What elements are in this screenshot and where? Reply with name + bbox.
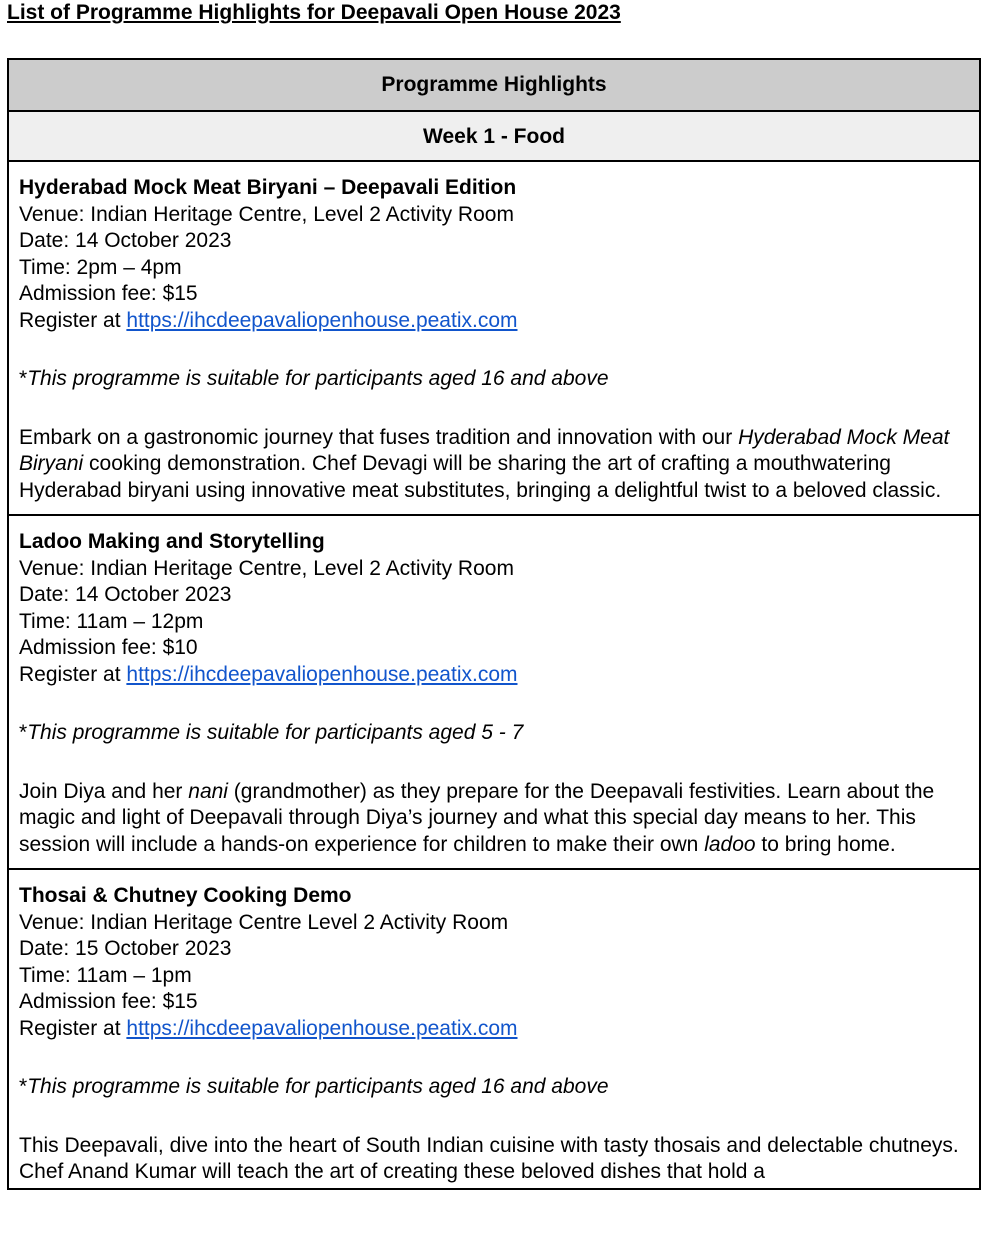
- programme-note: [19, 720, 971, 747]
- programme-time: Time: 11am – 1pm: [19, 963, 192, 987]
- programme-register: [19, 1016, 971, 1043]
- programme-venue: Venue: Indian Heritage Centre, Level 2 Activity Room: [19, 202, 514, 226]
- desc-emphasis: nani: [188, 779, 228, 803]
- desc-emphasis: ladoo: [704, 832, 756, 856]
- note-asterisk: *: [19, 367, 28, 390]
- programme-register: [19, 662, 971, 689]
- programme-fee: Admission fee: $10: [19, 636, 198, 659]
- programme-venue: Venue: Indian Heritage Centre Level 2 Activity Room: [19, 910, 509, 934]
- desc-part: Embark on a gastronomic journey that fuses tradition and innovation with our: [19, 425, 739, 449]
- desc-emphasis: Hyderabad Mock Meat Biryani: [19, 425, 950, 475]
- desc-part: to bring home.: [755, 832, 896, 856]
- desc-part: cooking demonstration. Chef Devagi will be sharing the art of crafting a mouthwatering Hyderabad biryani using innovative meat substitutes, bringing a delightful twist to a beloved classic.: [19, 452, 942, 502]
- programme-fee: Admission fee: $15: [19, 282, 198, 305]
- document-title: List of Programme Highlights for Deepavali Open House 2023: [7, 1, 621, 24]
- programme-ladoo: [9, 514, 979, 868]
- note-asterisk: *: [19, 721, 28, 744]
- programme-description: [19, 779, 971, 859]
- register-link[interactable]: https://ihcdeepavaliopenhouse.peatix.com: [126, 662, 518, 686]
- programme-title: Hyderabad Mock Meat Biryani – Deepavali Edition: [19, 176, 517, 199]
- desc-part: Join Diya and her: [19, 779, 189, 803]
- programme-date: Date: 15 October 2023: [19, 937, 232, 960]
- desc-part: This Deepavali, dive into the heart of South Indian cuisine with tasty thosais and delectable chutneys. Chef Anand Kumar will teach the art of creating these beloved dishes that hold a: [19, 1133, 959, 1183]
- week-header: Week 1 - Food: [9, 110, 979, 160]
- programme-time: Time: 2pm – 4pm: [19, 255, 182, 279]
- register-prefix: Register at: [19, 662, 127, 686]
- programme-description: [19, 1133, 971, 1186]
- programme-title: Thosai & Chutney Cooking Demo: [19, 884, 352, 907]
- note-asterisk: *: [19, 1075, 28, 1098]
- register-prefix: Register at: [19, 1016, 127, 1040]
- programme-title: Ladoo Making and Storytelling: [19, 530, 325, 553]
- programme-fee: Admission fee: $15: [19, 990, 198, 1013]
- programme-description: [19, 425, 971, 505]
- programme-venue: Venue: Indian Heritage Centre, Level 2 Activity Room: [19, 556, 514, 580]
- programme-biryani: [9, 160, 979, 514]
- programme-note: [19, 366, 971, 393]
- table-header: Programme Highlights: [9, 60, 979, 110]
- register-link[interactable]: https://ihcdeepavaliopenhouse.peatix.com: [126, 308, 518, 332]
- programme-thosai: [9, 868, 979, 1188]
- programme-date: Date: 14 October 2023: [19, 229, 232, 252]
- programme-note: [19, 1074, 971, 1101]
- programme-date: Date: 14 October 2023: [19, 583, 232, 606]
- note-text: This programme is suitable for participants aged 16 and above: [27, 1075, 609, 1098]
- programme-table: [7, 58, 981, 1190]
- programme-register: [19, 308, 971, 335]
- note-text: This programme is suitable for participants aged 5 - 7: [27, 721, 524, 744]
- programme-time: Time: 11am – 12pm: [19, 609, 204, 633]
- desc-part: (grandmother) as they prepare for the Deepavali festivities. Learn about the magic and light of Deepavali through Diya’s journey and what this special day means to her. This session will include a hands-on experience for children to make their own: [19, 779, 935, 856]
- note-text: This programme is suitable for participants aged 16 and above: [27, 367, 609, 390]
- register-prefix: Register at: [19, 308, 127, 332]
- register-link[interactable]: https://ihcdeepavaliopenhouse.peatix.com: [126, 1016, 518, 1040]
